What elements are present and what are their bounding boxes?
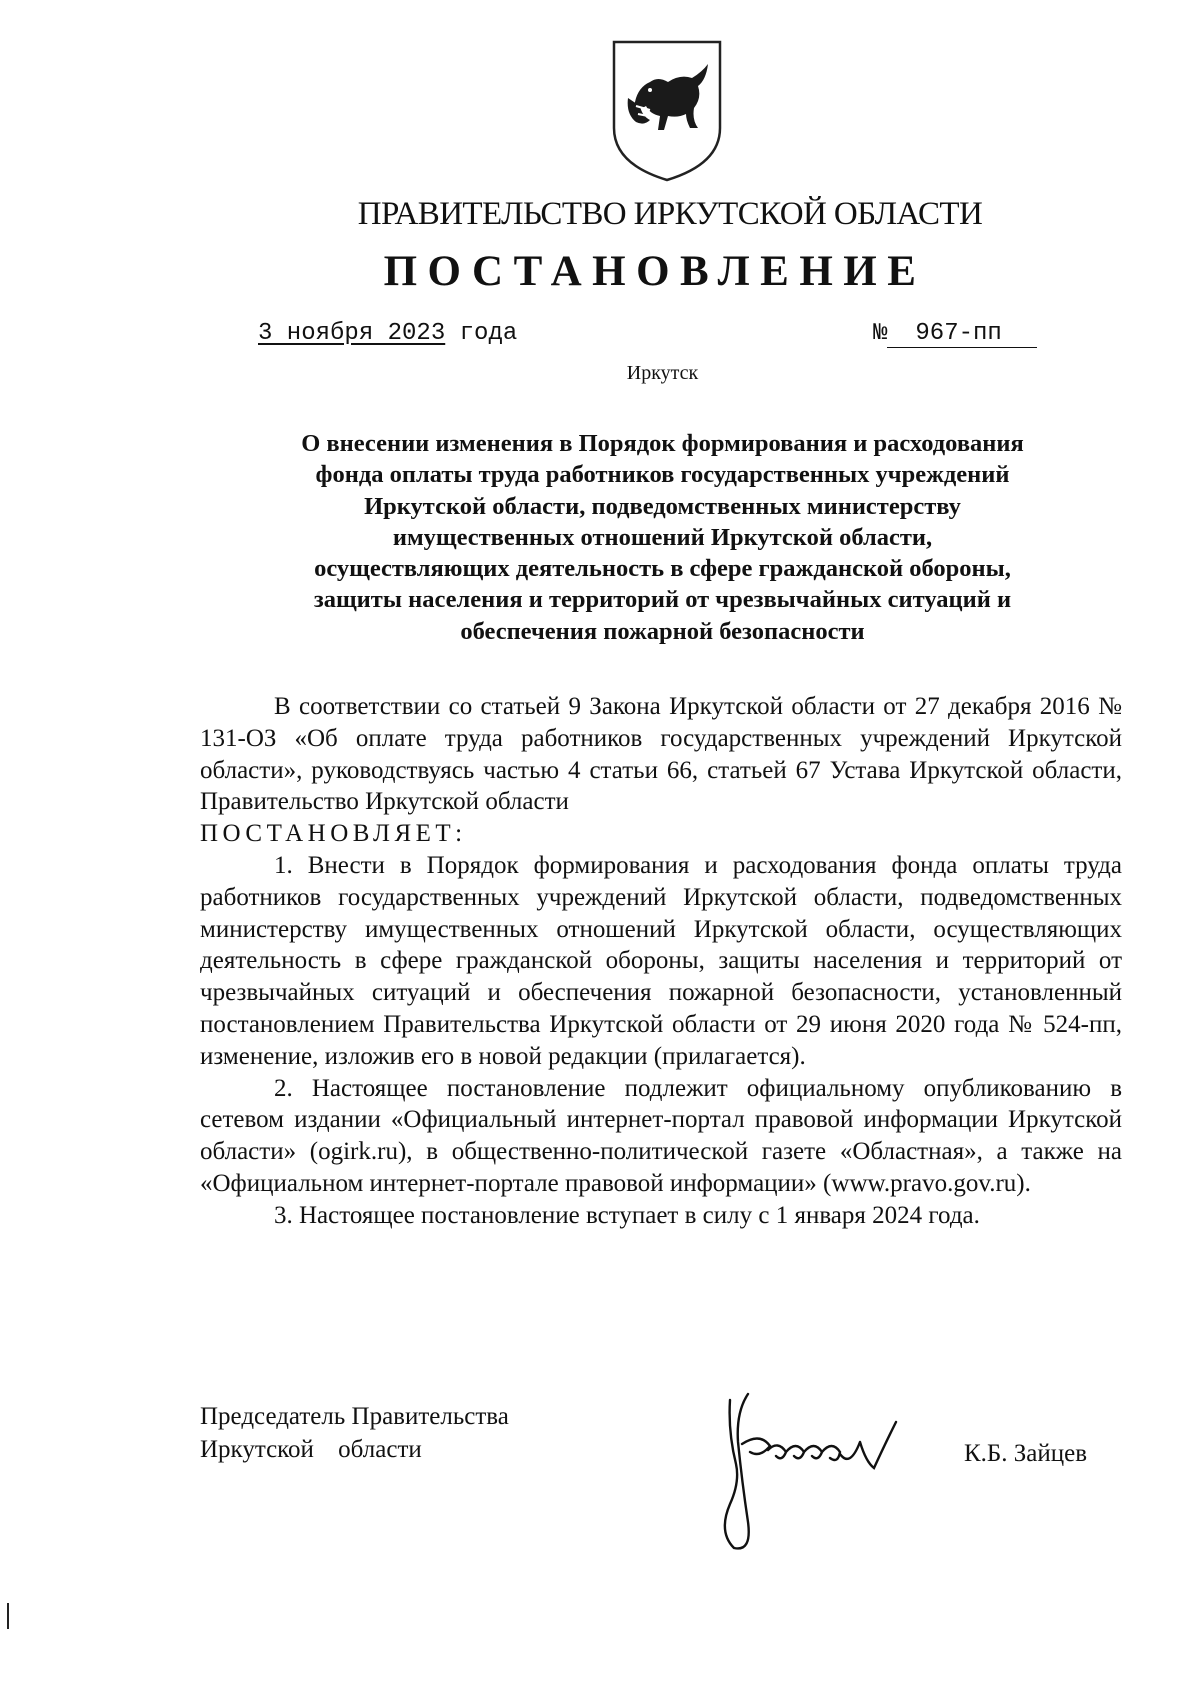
title-line: обеспечения пожарной безопасности [460,617,865,645]
title-line: защиты населения и территорий от чрезвычайных ситуаций и [313,586,1012,614]
item-2-paragraph: 2. Настоящее постановление подлежит официальному опубликованию в сетевом издании «Официальный интернет-портал правовой информации Иркутской области» (ogirk.ru), в общественно-политической газете «Областная», а также на «Официальном интернет-портале правовой информации» (www.pravo.gov.ru). [200,1074,1122,1197]
title-line: фонда оплаты труда работников государственных учреждений [315,461,1010,489]
organization-name: ПРАВИТЕЛЬСТВО ИРКУТСКОЙ ОБЛАСТИ [357,196,983,232]
title-line: О внесении изменения в Порядок формирования и расходования [301,430,1024,457]
title-line: имущественных отношений Иркутской области, [392,523,933,551]
handwritten-signature [690,1372,925,1557]
item-3-paragraph: 3. Настоящее постановление вступает в силу с 1 января 2024 года. [274,1201,980,1229]
signer-position-line: Председатель Правительства [200,1403,509,1430]
coat-of-arms-icon [606,36,728,184]
document-date [258,320,517,347]
document-type: ПОСТАНОВЛЕНИЕ [383,248,927,295]
resolution-verb: ПОСТАНОВЛЯЕТ: [200,820,467,848]
number-label: № [873,320,888,347]
document-number [873,320,1037,348]
preamble-paragraph: В соответствии со статьей 9 Закона Иркутской области от 27 декабря 2016 № 131-ОЗ «Об оплате труда работников государственных учреждений Иркутской области», руководствуясь частью 4 статьи 66, статьей 67 Устава Иркутской области, Правительство Иркутской области [200,693,1122,816]
document-body [200,691,1122,1232]
number-value: 967-пп [887,320,1037,348]
signer-position [200,1400,509,1466]
date-suffix: года [459,320,518,347]
title-line: осуществляющих деятельность в сфере гражданской обороны, [314,555,1011,583]
date-value: 3 ноября 2023 [258,320,446,347]
margin-mark [7,1603,9,1629]
city-name: Иркутск [626,362,699,384]
item-1-paragraph: 1. Внести в Порядок формирования и расходования фонда оплаты труда работников государственных учреждений Иркутской области, подведомственных министерству имущественных отношений Иркутской области, осуществляющих деятельность в сфере гражданской обороны, защиты населения и территорий от чрезвычайных ситуаций и обеспечения пожарной безопасности, установленный постановлением Правительства Иркутской области от 29 июня 2020 года № 524-пп, изменение, изложив его в новой редакции (прилагается). [200,851,1122,1070]
signer-position-line: Иркутской области [200,1436,422,1463]
document-title [200,428,1125,647]
signer-name: К.Б. Зайцев [964,1440,1088,1467]
title-line: Иркутской области, подведомственных министерству [364,492,961,520]
